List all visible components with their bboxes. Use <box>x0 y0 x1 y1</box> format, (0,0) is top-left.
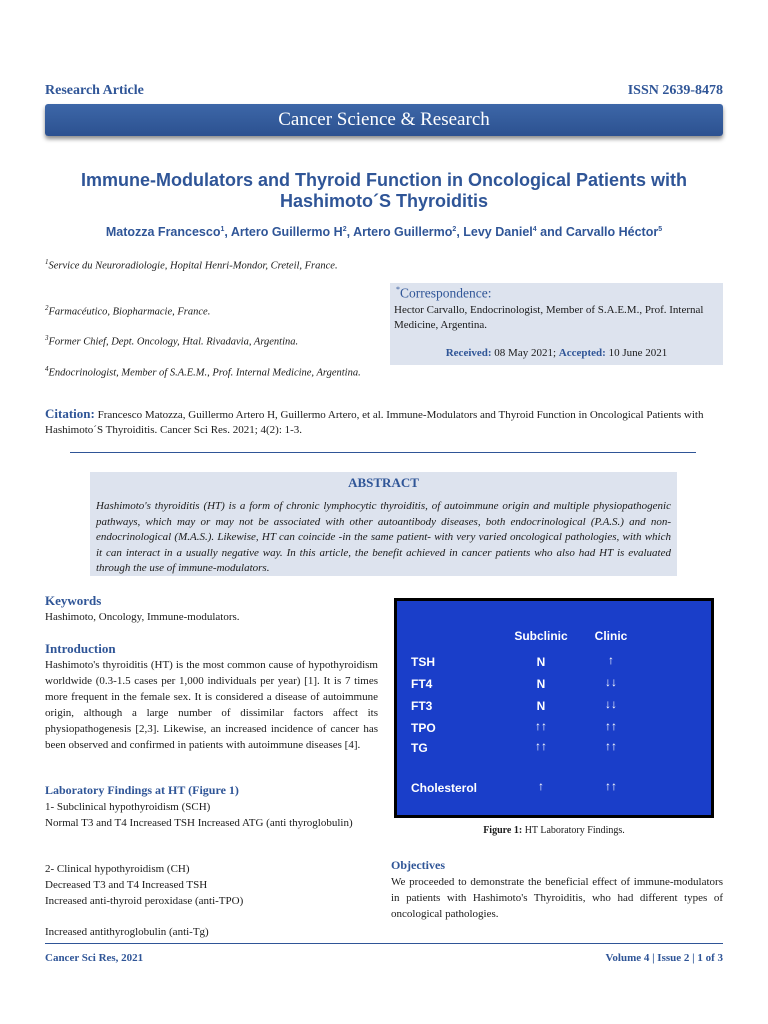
citation <box>45 406 723 438</box>
ch-title: 2- Clinical hypothyroidism (CH) <box>45 863 190 875</box>
affiliation: $^2$Farmacéutico, Biopharmacie, France. <box>45 304 211 318</box>
figure-row-label: TPO <box>411 721 436 735</box>
author: Matozza Francesco$^1$, <box>105 225 231 239</box>
figure-lab-findings <box>394 598 714 818</box>
lab-findings-heading: Laboratory Findings at HT (Figure 1) <box>45 783 239 797</box>
journal-banner: Cancer Science & Research <box>45 104 723 136</box>
figure-row-label: Cholesterol <box>411 781 478 795</box>
figure-caption: Figure 1: HT Laboratory Findings. <box>483 825 625 836</box>
sch-title: 1- Subclinical hypothyroidism (SCH) <box>45 801 211 813</box>
abstract-box <box>90 472 677 576</box>
abstract-text: Hashimoto's thyroiditis (HT) is a form of chronic lymphocytic thyroiditis, of autoimmune origin and multiple physiopathogenic pathways, which may or may not be associated with other autoantibody diseases, both endocrinological (P.A.S.) and non-endocrinological (M.A.S.). Likewise, HT can coincide -in the same patient- with very varied oncological pathologies, with which it can interact in a usually negative way. In this article, the benefit achieved in cancer patients who also had HT is evaluated through the use of immune-modulators. <box>96 500 671 574</box>
dates-line: Received: 08 May 2021; Accepted: 10 June 2021 <box>445 347 668 359</box>
ch-line: Increased antithyroglobulin (anti-Tg) <box>45 926 209 938</box>
author: Artero Guillermo$^2$, <box>353 225 464 239</box>
author: Levy Daniel$^4$ and <box>463 225 566 239</box>
paper-title: Immune-Modulators and Thyroid Function in Oncological Patients with Hashimoto´S Thyroiditis <box>80 170 687 211</box>
figure-col-subclinic: Subclinic <box>514 629 568 643</box>
author: Artero Guillermo $H^2$, <box>230 225 354 239</box>
figure-row-label: FT4 <box>411 677 433 691</box>
figure-cell: ↓↓ <box>605 675 617 689</box>
correspondence-text: Hector Carvallo, Endocrinologist, Member of S.A.E.M., Prof. Internal Medicine, Argentina. <box>394 304 704 331</box>
figure-cell: N <box>536 677 546 691</box>
author: Carvallo Héctor$^5$ <box>565 225 663 239</box>
objectives-heading: Objectives <box>391 858 445 872</box>
figure-row-label: TSH <box>411 655 435 669</box>
keywords-heading: Keywords <box>45 593 102 608</box>
received-date: 08 May 2021 <box>494 347 553 359</box>
sch-text: Normal T3 and T4 Increased TSH Increased ATG (anti thyroglobulin) <box>45 817 353 829</box>
affiliation: $^4$Endocrinologist, Member of S.A.E.M., Prof. Internal Medicine, Argentina. <box>45 365 361 379</box>
figure-cell: ↑ <box>608 653 614 667</box>
figure-row-label: FT3 <box>411 699 433 713</box>
introduction-heading: Introduction <box>45 641 116 656</box>
ch-line: Increased anti-thyroid peroxidase (anti-TPO) <box>45 895 244 907</box>
footer-page-info: Volume 4 | Issue 2 | 1 of 3 <box>605 952 723 964</box>
correspondence-box <box>390 283 723 365</box>
objectives-text: We proceeded to demonstrate the beneficial effect of immune-modulators in patients with Hashimoto's Thyroiditis, who had different types of oncological pathologies. <box>391 876 723 920</box>
figure-col-clinic: Clinic <box>594 629 628 643</box>
figure-cell: N <box>536 655 546 669</box>
figure-cell: ↑ <box>538 779 544 793</box>
correspondence-title: *Correspondence: <box>396 285 492 301</box>
author-list <box>45 225 723 239</box>
figure-cell: ↑↑ <box>605 739 617 753</box>
article-type: Research Article <box>45 83 144 98</box>
abstract-heading: ABSTRACT <box>348 475 419 490</box>
footer-journal: Cancer Sci Res, 2021 <box>45 952 144 964</box>
ch-line: Decreased T3 and T4 Increased TSH <box>45 879 208 891</box>
keywords-text: Hashimoto, Oncology, Immune-modulators. <box>45 611 240 623</box>
figure-cell: N <box>536 699 546 713</box>
accepted-date: 10 June 2021 <box>608 347 668 359</box>
citation-label: Citation: <box>45 406 95 421</box>
footer-divider <box>45 943 723 944</box>
introduction-text: Hashimoto's thyroiditis (HT) is the most common cause of hypothyroidism worldwide (0.3-1.5 cases per 1,000 individuals per year) [1]. It is 7 times more frequent in the female sex. It is considered a disease of autoimmune origin, although a large number of dissimilar factors affect its physiopathogenesis [2,3]. Likewise, an increased incidence of cancer has been observed and confirmed in patients with autoimmune diseases [4]. <box>45 659 378 751</box>
figure-cell: ↑↑ <box>535 719 547 733</box>
figure-cell: ↑↑ <box>535 739 547 753</box>
issn: ISSN 2639-8478 <box>627 83 723 98</box>
figure-cell: ↑↑ <box>605 779 617 793</box>
figure-cell: ↓↓ <box>605 697 617 711</box>
figure-row-label: TG <box>411 741 428 755</box>
citation-text: Francesco Matozza, Guillermo Artero H, Guillermo Artero, et al. Immune-Modulators and Thyroid Function in Oncological Patients with Hashimoto´S Thyroiditis. Cancer Sci Res. 2021; 4(2): 1-3. <box>45 409 704 436</box>
affiliation: $^3$Former Chief, Dept. Oncology, Htal. Rivadavia, Argentina. <box>45 334 299 348</box>
figure-cell: ↑↑ <box>605 719 617 733</box>
divider <box>70 452 696 453</box>
affiliation: $^1$Service du Neuroradiologie, Hopital Henri-Mondor, Creteil, France. <box>45 258 338 272</box>
